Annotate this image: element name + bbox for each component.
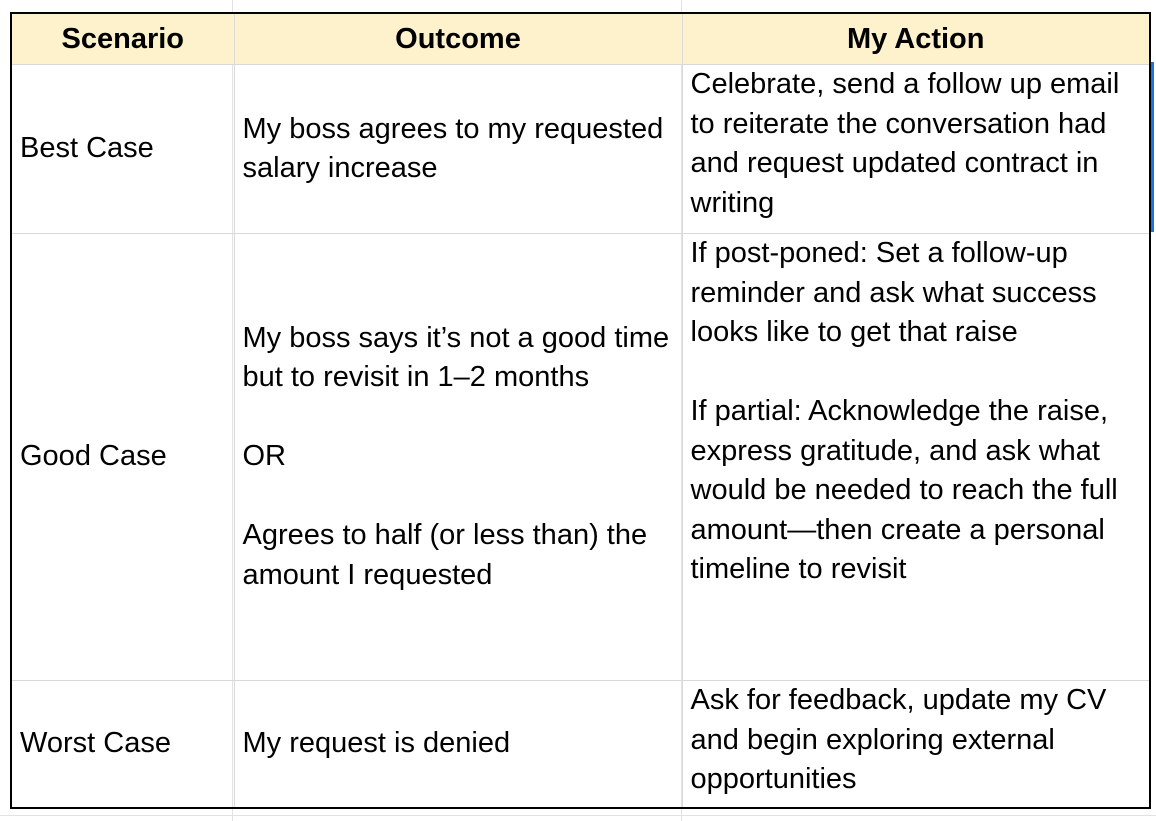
cell-selection-indicator (1151, 62, 1154, 232)
header-outcome[interactable]: Outcome (234, 13, 682, 65)
cell-action[interactable]: Celebrate, send a follow up email to reiterate the conversation had and request updated contract in writing (682, 65, 1150, 234)
cell-outcome[interactable]: My boss says it’s not a good time but to revisit in 1–2 months OR Agrees to half (or less than) the amount I requested (234, 234, 682, 681)
cell-outcome[interactable]: My boss agrees to my requested salary increase (234, 65, 682, 234)
table-row (11, 234, 1150, 681)
header-my-action[interactable]: My Action (682, 13, 1150, 65)
table-row (11, 681, 1150, 809)
sheet-gridline (0, 815, 1156, 816)
scenario-table (10, 12, 1151, 809)
table-row (11, 65, 1150, 234)
cell-outcome[interactable]: My request is denied (234, 681, 682, 809)
header-scenario[interactable]: Scenario (11, 13, 234, 65)
cell-action[interactable]: Ask for feedback, update my CV and begin exploring external opportunities (682, 681, 1150, 809)
header-row (11, 13, 1150, 65)
cell-scenario[interactable]: Good Case (11, 234, 234, 681)
cell-scenario[interactable]: Worst Case (11, 681, 234, 809)
cell-action[interactable]: If post-poned: Set a follow-up reminder and ask what success looks like to get that raise If partial: Acknowledge the raise, express gratitude, and ask what would be needed to reach the full amount—then create a personal timeline to revisit (682, 234, 1150, 681)
cell-scenario[interactable]: Best Case (11, 65, 234, 234)
